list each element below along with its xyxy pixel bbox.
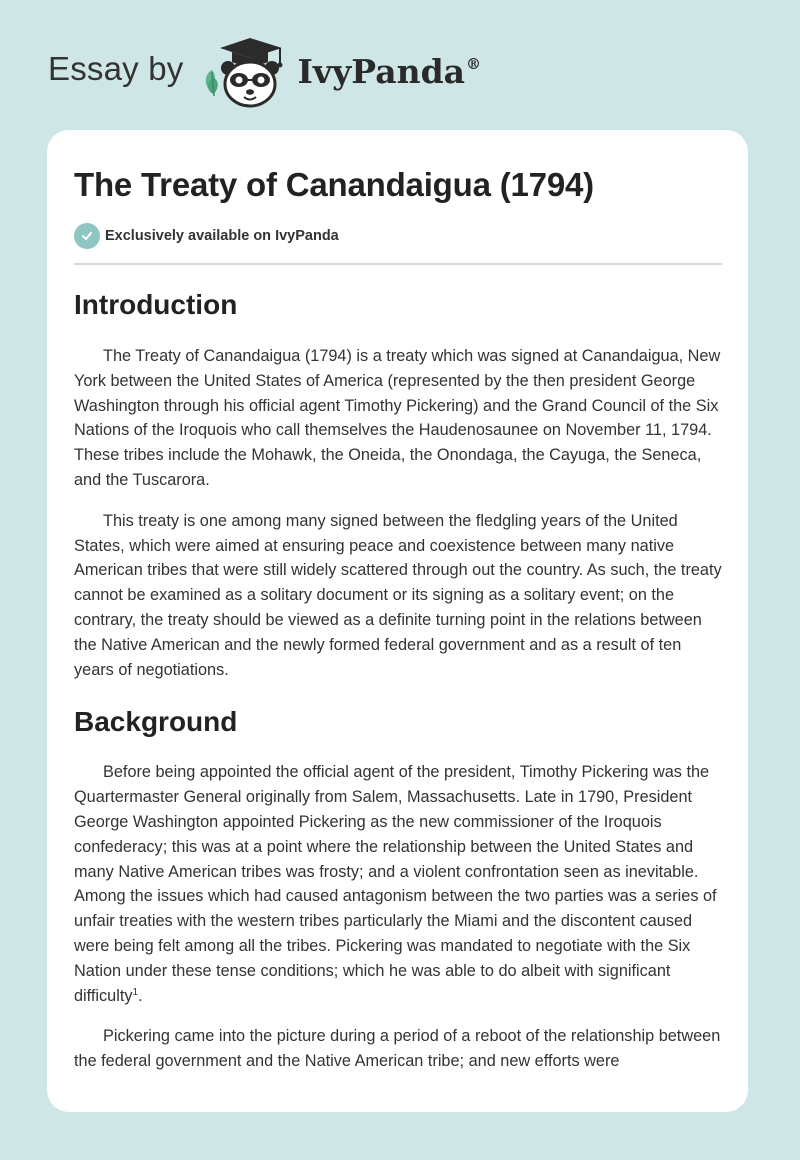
section-heading: Introduction xyxy=(74,289,238,320)
site-brand[interactable] xyxy=(48,34,481,110)
page-title: The Treaty of Canandaigua (1794) xyxy=(74,166,594,203)
paragraph: The Treaty of Canandaigua (1794) is a treaty which was signed at Canandaigua, New York between the United States of America (represented by the then president George Washington through his official agent Timothy Pickering) and the Grand Council of the Six Nations of the Iroquois who call themselves the Haudenosaunee on November 11, 1794. These tribes include the Mohawk, the Oneida, the Onondaga, the Cayuga, the Seneca, and the Tuscarora. xyxy=(74,347,721,489)
section-heading: Background xyxy=(74,706,238,738)
paragraph-text: Before being appointed the official agent of the president, Timothy Pickering was the Quartermaster General originally from Salem, Massachusetts. Late in 1790, President George Washington appointed Pickering as the new commissioner of the Iroquois confederacy; this was at a point where the relationship between the United States and many Native American tribes was frosty; and a violent confrontation seen as inevitable. Among the issues which had caused antagonism between the two parties was a series of unfair treaties with the western tribes particularly the Miami and the discontent caused were being felt among all the tribes. Pickering was mandated to negotiate with the Six Nation under these tense conditions; which he was able to do albeit with significant difficulty xyxy=(74,763,717,1005)
paragraph: Pickering came into the picture during a period of a reboot of the relationship between the federal government and the Native American tribe; and new efforts were xyxy=(74,1027,721,1071)
check-circle-icon xyxy=(74,223,100,249)
paragraph xyxy=(74,760,722,1008)
exclusive-badge-label: Exclusively available on IvyPanda xyxy=(105,228,339,244)
essay-card xyxy=(47,130,748,1112)
footnote-ref[interactable]: 1 xyxy=(132,986,139,998)
registered-mark: ® xyxy=(466,54,482,73)
title-divider xyxy=(74,263,722,265)
brand-name-text: IvyPanda xyxy=(297,51,466,91)
brand-name xyxy=(298,52,482,91)
panda-graduation-cap-logo-icon xyxy=(200,34,296,110)
exclusive-badge xyxy=(74,223,722,249)
brand-prefix: Essay by xyxy=(48,50,184,87)
section-introduction xyxy=(74,287,722,682)
section-background xyxy=(74,704,722,1074)
paragraph: This treaty is one among many signed between the fledgling years of the United States, which were aimed at ensuring peace and coexistence between many native American tribes that were still widely scattered through out the country. As such, the treaty cannot be examined as a solitary document or its signing as a solitary event; on the contrary, the treaty should be viewed as a definite turning point in the relations between the Native American and the newly formed federal government and as a result of ten years of negotiations. xyxy=(74,511,722,679)
paragraph-end: . xyxy=(138,986,143,1005)
